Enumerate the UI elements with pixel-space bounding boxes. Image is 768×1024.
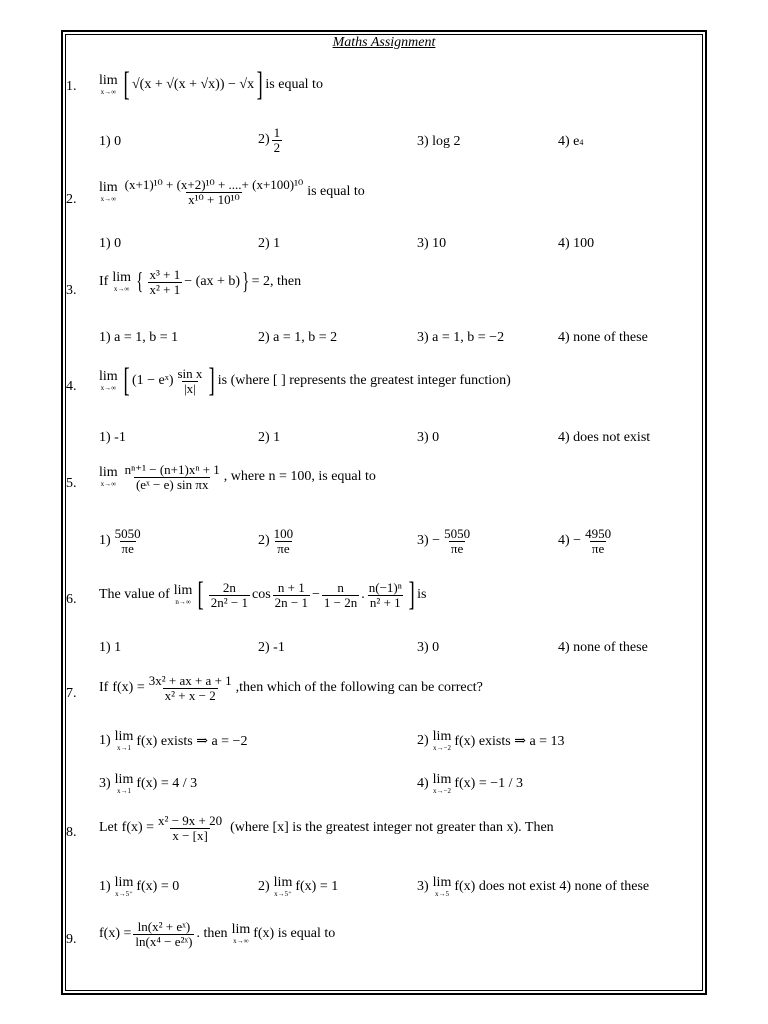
question-6: The value of lim n→∞ [ $\frac{2n}{\text{2n² − 1}}$ cos $\frac{n + 1}{2n - 1}$ − $\frac{n}{1 - 2n}$ . $\frac{\text{n(−1)ⁿ}}{\text{n² + 1}}$ ] is xyxy=(99,576,427,613)
q8-option-3: 3) lim x→5 f(x) does not exist 4) none of these xyxy=(417,875,650,898)
question-8-number: 8. xyxy=(66,825,77,840)
q4-option-4: 4) does not exist xyxy=(558,430,651,445)
q5-option-1: 1) $\frac{5050}{\pi e}$ xyxy=(99,526,141,556)
q2-option-1: 1) 0 xyxy=(99,236,122,251)
q1-option-3: 3) log 2 xyxy=(417,134,461,149)
q4-option-2: 2) 1 xyxy=(258,430,281,445)
question-3-number: 3. xyxy=(66,283,77,298)
q3-option-1: 1) a = 1, b = 1 xyxy=(99,330,179,345)
question-1-expression: √(x + √(x + √x)) − √x xyxy=(132,77,255,92)
q1-option-1: 1) 0 xyxy=(99,134,122,149)
q8-option-2: 2) lim x→5⁺ f(x) = 1 xyxy=(258,875,339,898)
question-1-number: 1. xyxy=(66,79,77,94)
page-title: Maths Assignment xyxy=(332,35,436,50)
q7-option-1: 1) lim x→1 f(x) exists ⇒ a = −2 xyxy=(99,729,248,752)
question-6-number: 6. xyxy=(66,592,77,607)
question-7: If f(x) = $\frac{\text{3x² + ax + a + 1}}{\text{x² + x − 2}}$ ,then which of the following can be correct? xyxy=(99,673,483,703)
question-9: f(x) = $\frac{\text{ln(x² + eˣ)}}{\text{ln(x⁴ − e²ˣ)}}$ . then lim x→∞ f(x) is equal to xyxy=(99,919,336,949)
q7-option-2: 2) lim x→−2 f(x) exists ⇒ a = 13 xyxy=(417,729,565,752)
q6-option-3: 3) 0 xyxy=(417,640,440,655)
question-1: lim x→∞ [ √(x + √(x + √x)) − √x ] is equal to xyxy=(99,66,323,103)
question-4: lim x→∞ [ (1 − eˣ) $\frac{\text{sin x}}{|x|}$ ] is (where [ ] represents the greatest integer function) xyxy=(99,362,511,399)
q2-option-2: 2) 1 xyxy=(258,236,281,251)
q3-option-4: 4) none of these xyxy=(558,330,648,345)
q7-option-3: 3) lim x→1 f(x) = 4 / 3 xyxy=(99,772,198,795)
question-4-number: 4. xyxy=(66,379,77,394)
q1-option-2: 2) $\frac{1}{2}$ xyxy=(258,125,281,155)
q5-option-4: 4) − $\frac{4950}{\pi e}$ xyxy=(558,526,612,556)
q1-option-4: 4) e 4 xyxy=(558,134,584,149)
q6-option-2: 2) -1 xyxy=(258,640,285,655)
q5-option-3: 3) − $\frac{5050}{\pi e}$ xyxy=(417,526,471,556)
question-2-number: 2. xyxy=(66,192,77,207)
q8-option-1: 1) lim x→5⁺ f(x) = 0 xyxy=(99,875,180,898)
question-5: lim x→∞ $\frac{\text{nⁿ⁺¹ − (n+1)xⁿ + 1}}{\text{(eˣ − e) sin πx}}$ , where n = 100, is equal to xyxy=(99,462,376,492)
question-8: Let f(x) = $\frac{\text{x² − 9x + 20}}{x - [x]}$ (where [x] is the greatest integer not greater than x). Then xyxy=(99,813,554,843)
question-9-number: 9. xyxy=(66,932,77,947)
q7-option-4: 4) lim x→−2 f(x) = −1 / 3 xyxy=(417,772,524,795)
question-1-tail: is equal to xyxy=(265,77,323,92)
q2-option-3: 3) 10 xyxy=(417,236,447,251)
question-3: If lim x→∞ { $\frac{\text{x³ + 1}}{\text{x² + 1}}$ − (ax + b) } = 2, then xyxy=(99,267,302,297)
limit-operator: lim x→∞ xyxy=(99,73,118,96)
question-5-number: 5. xyxy=(66,476,77,491)
q4-option-3: 3) 0 xyxy=(417,430,440,445)
q5-option-2: 2) $\frac{100}{\pi e}$ xyxy=(258,526,294,556)
question-2: lim x→∞ $\frac{\text{(x+1)¹⁰ + (x+2)¹⁰ + ....+ (x+100)¹⁰}}{\text{x¹⁰ + 10¹⁰}}$ is equal to xyxy=(99,177,365,207)
q2-option-4: 4) 100 xyxy=(558,236,595,251)
q6-option-4: 4) none of these xyxy=(558,640,648,655)
q3-option-2: 2) a = 1, b = 2 xyxy=(258,330,338,345)
q6-option-1: 1) 1 xyxy=(99,640,122,655)
question-7-number: 7. xyxy=(66,686,77,701)
q4-option-1: 1) -1 xyxy=(99,430,126,445)
q3-option-3: 3) a = 1, b = −2 xyxy=(417,330,505,345)
